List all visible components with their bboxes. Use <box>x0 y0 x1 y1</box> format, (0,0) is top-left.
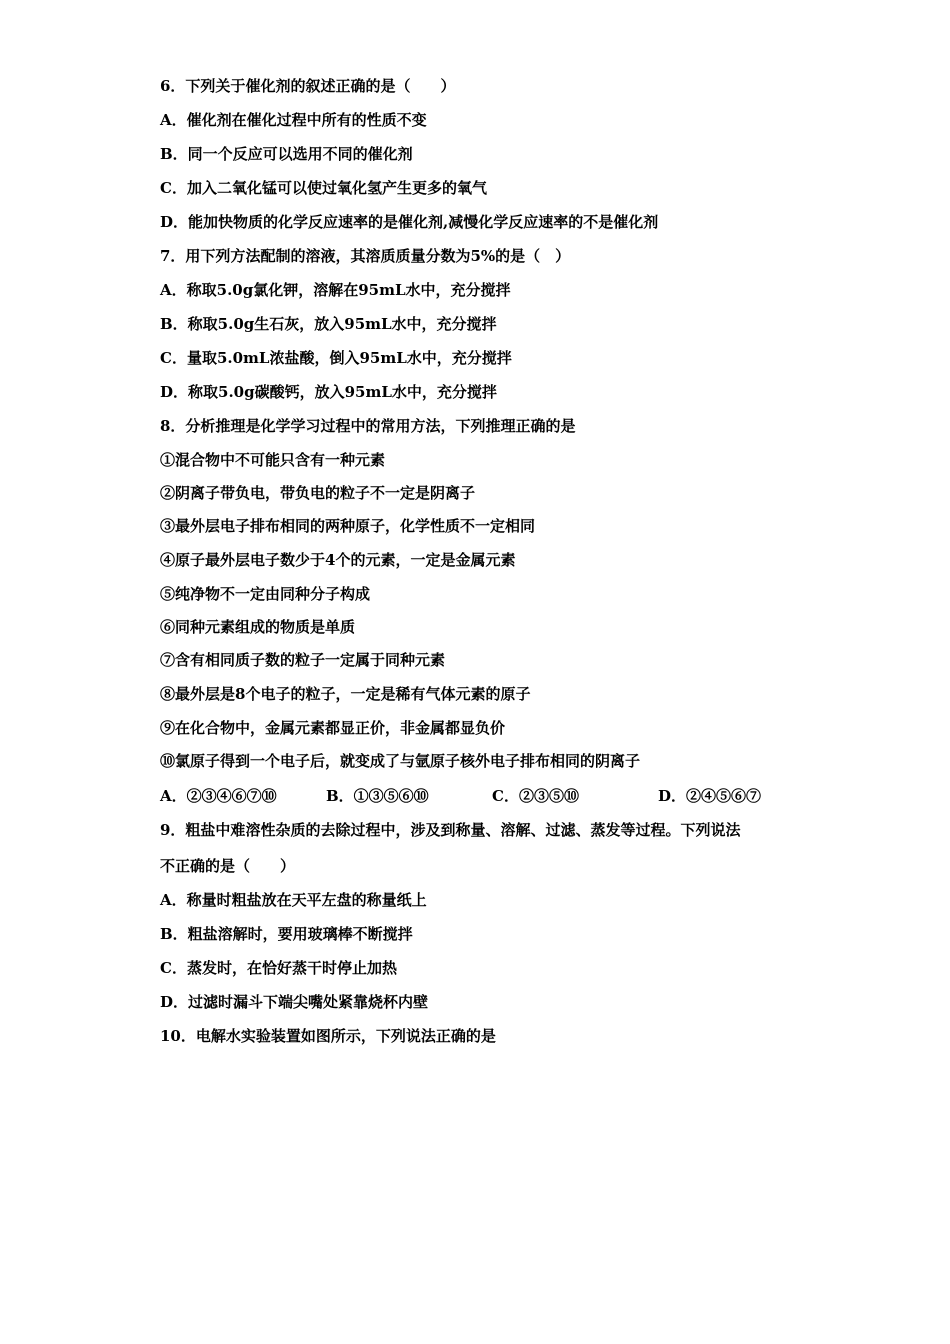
question-8-item: ⑩氯原子得到一个电子后，就变成了与氩原子核外电子排布相同的阴离子 <box>160 752 641 770</box>
question-7-option-b: B．称取5.0g生石灰，放入95mL水中，充分搅拌 <box>160 315 497 333</box>
question-8-item: ⑤纯净物不一定由同种分子构成 <box>160 585 371 603</box>
question-6-option-a: A．催化剂在催化过程中所有的性质不变 <box>160 111 427 129</box>
question-8-item: ①混合物中不可能只含有一种元素 <box>160 451 386 469</box>
question-8-item: ③最外层电子排布相同的两种原子，化学性质不一定相同 <box>160 517 536 535</box>
question-6-option-d: D．能加快物质的化学反应速率的是催化剂,减慢化学反应速率的不是催化剂 <box>160 213 659 231</box>
question-8-option-b: B．①③⑤⑥⑩ <box>326 787 429 805</box>
question-10-stem: 10．电解水实验装置如图所示，下列说法正确的是 <box>160 1027 496 1045</box>
question-8-option-a: A．②③④⑥⑦⑩ <box>160 787 277 805</box>
question-9-stem-continued: 不正确的是（ ） <box>160 857 296 875</box>
question-8-option-c: C．②③⑤⑩ <box>492 787 579 805</box>
question-7-option-a: A．称取5.0g氯化钾，溶解在95mL水中，充分搅拌 <box>160 281 511 299</box>
question-8-option-d: D．②④⑤⑥⑦ <box>658 787 762 805</box>
question-9-option-a: A．称量时粗盐放在天平左盘的称量纸上 <box>160 891 427 909</box>
question-6-option-b: B．同一个反应可以选用不同的催化剂 <box>160 145 413 163</box>
question-9-option-d: D．过滤时漏斗下端尖嘴处紧靠烧杯内壁 <box>160 993 429 1011</box>
question-9-option-b: B．粗盐溶解时，要用玻璃棒不断搅拌 <box>160 925 413 943</box>
question-9-option-c: C．蒸发时，在恰好蒸干时停止加热 <box>160 959 397 977</box>
question-8-item: ⑧最外层是8个电子的粒子，一定是稀有气体元素的原子 <box>160 685 531 703</box>
question-7-stem: 7．用下列方法配制的溶液，其溶质质量分数为5%的是（ ） <box>160 247 571 265</box>
question-7-option-c: C．量取5.0mL浓盐酸，倒入95mL水中，充分搅拌 <box>160 349 512 367</box>
question-9-stem: 9．粗盐中难溶性杂质的去除过程中，涉及到称量、溶解、过滤、蒸发等过程。下列说法 <box>160 821 741 839</box>
question-7-option-d: D．称取5.0g碳酸钙，放入95mL水中，充分搅拌 <box>160 383 497 401</box>
question-8-item: ⑨在化合物中，金属元素都显正价，非金属都显负价 <box>160 719 506 737</box>
question-6-option-c: C．加入二氧化锰可以使过氧化氢产生更多的氧气 <box>160 179 487 197</box>
question-8-item: ④原子最外层电子数少于4个的元素，一定是金属元素 <box>160 551 516 569</box>
question-8-item: ②阴离子带负电，带负电的粒子不一定是阴离子 <box>160 484 476 502</box>
question-8-item: ⑥同种元素组成的物质是单质 <box>160 618 356 636</box>
question-8-item: ⑦含有相同质子数的粒子一定属于同种元素 <box>160 651 446 669</box>
question-6-stem: 6．下列关于催化剂的叙述正确的是（ ） <box>160 77 456 95</box>
question-8-stem: 8．分析推理是化学学习过程中的常用方法，下列推理正确的是 <box>160 417 576 435</box>
